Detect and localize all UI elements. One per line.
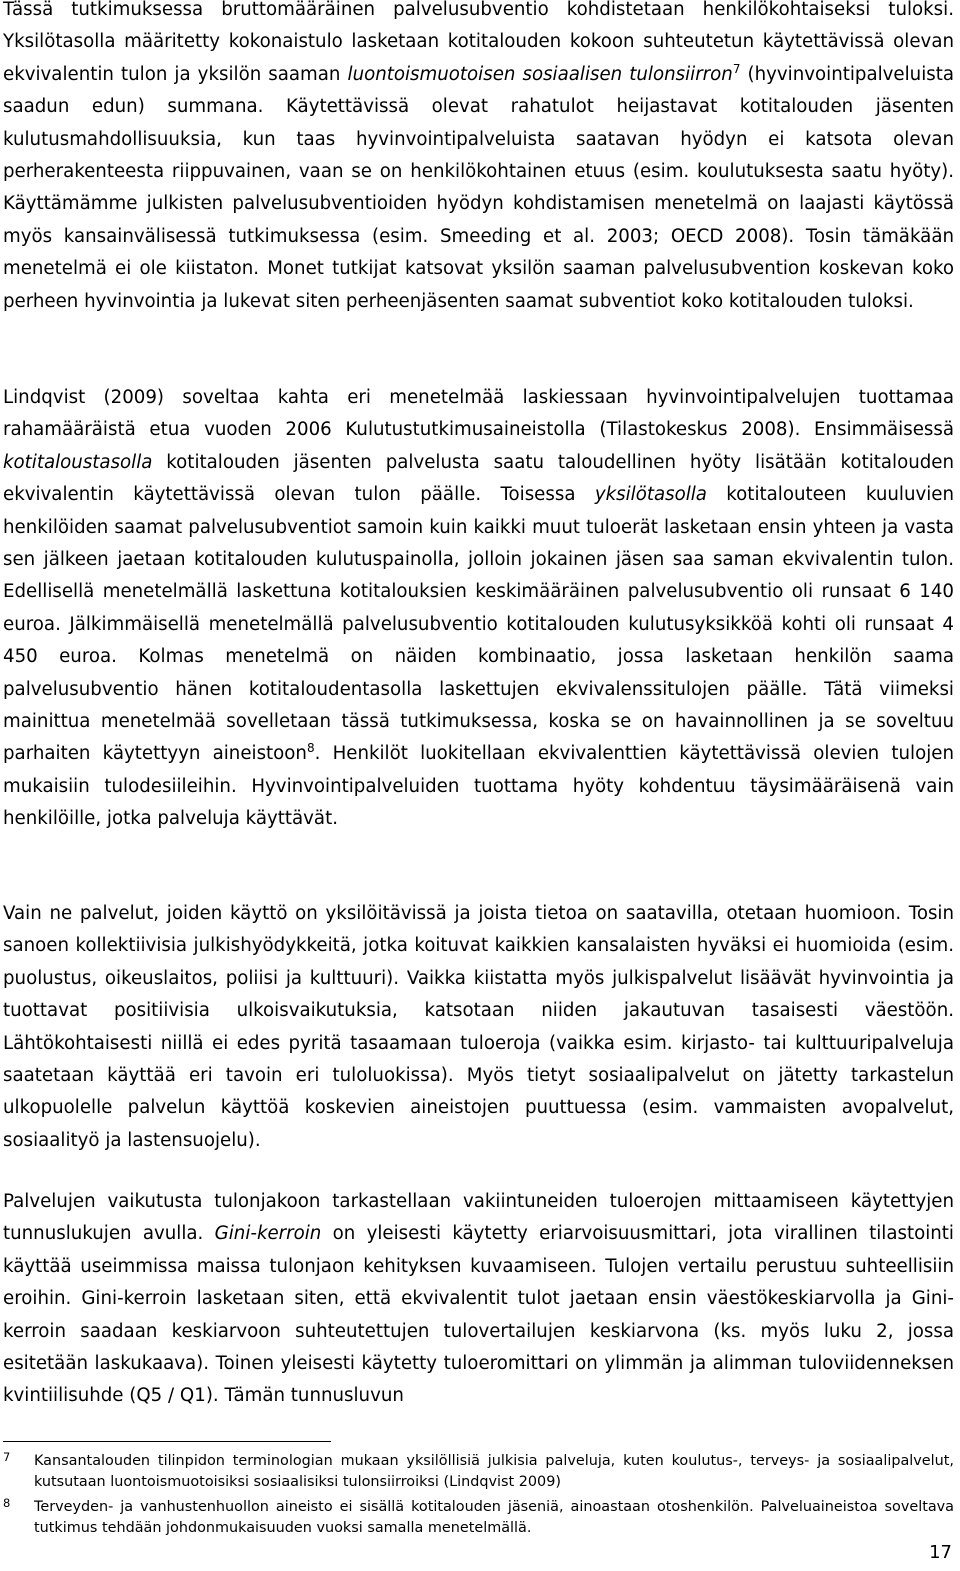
paragraph-2-italic-yksilotasolla: yksilötasolla bbox=[594, 484, 707, 506]
paragraph-2 bbox=[3, 382, 954, 836]
page-number: 17 bbox=[929, 1542, 952, 1563]
paragraph-1 bbox=[3, 0, 954, 318]
paragraph-3 bbox=[3, 898, 954, 1157]
footnote-7-text: Kansantalouden tilinpidon terminologian mukaan yksilöllisiä julkisia palveluja, kuten koulutus-, terveys- ja sosiaalipalvelut, kutsutaan luontoismuotoisiksi sosiaalisiksi tulonsiirroiksi (Lindqvist 2009) bbox=[34, 1453, 954, 1490]
paragraph-2-italic-kotitaloustasolla: kotitaloustasolla bbox=[3, 451, 153, 473]
footnote-ref-8[interactable]: 8 bbox=[306, 741, 315, 756]
paragraph-2-text-d: . Henkilöt luokitellaan ekvivalenttien käytettävissä olevien tulojen mukaisiin tulodesiileihin. Hyvinvointipalveluiden tuottama hyöty kohdentuu täysimääräisenä vain henkilöille, jotka palveluja käyttävät. bbox=[3, 743, 954, 830]
paragraph-1-text-a: Tässä tutkimuksessa bruttomääräinen palvelusubventio kohdistetaan henkilökohtaiseksi tuloksi. Yksilötasolla määritetty kokonaistulo lasketaan kotitalouden kokoon suhteutetun käytettävissä olevan ekvivalentin tulon ja yksilön saaman bbox=[3, 0, 954, 85]
footnote-8-number: 8 bbox=[3, 1496, 11, 1510]
paragraph-4-text-b: on yleisesti käytetty eriarvoisuusmittari, jota virallinen tilastointi käyttää useimmissa maissa tulonjaon kehityksen kuvaamiseen. Tulojen vertailu perustuu suhteellisiin eroihin. Gini-kerroin lasketaan siten, että ekvivalentit tulot jaetaan ensin väestökeskiarvolla ja Gini-kerroin saadaan keskiarvoon suhteutettujen tulovertailujen keskiarvona (ks. myös luku 2, jossa esitetään laskukaava). Toinen yleisesti käytetty tuloeromittari on ylimmän ja alimman tuloviidenneksen kvintiilisuhde (Q5 / Q1). Tämän tunnusluvun bbox=[3, 1223, 954, 1407]
paragraph-4-italic-gini: Gini-kerroin bbox=[214, 1223, 322, 1245]
paragraph-1-text-b: (hyvinvointipalveluista saadun edun) summana. Käytettävissä olevat rahatulot heijastavat kotitalouden jäsenten kulutusmahdollisuuksia, kun taas hyvinvointipalveluista saatavan hyödyn ei katsota olevan perherakenteesta riippuvainen, vaan se on henkilökohtainen etuus (esim. koulutuksesta saatu hyöty). Käyttämämme julkisten palvelusubventioiden hyödyn kohdistamisen menetelmä on laajasti käytössä myös kansainvälisessä tutkimuksessa (esim. Smeeding et al. 2003; OECD 2008). Tosin tämäkään menetelmä ei ole kiistaton. Monet tutkijat katsovat yksilön saaman palvelusubvention koskevan koko perheen hyvinvointia ja lukevat siten perheenjäsenten saamat subventiot koko kotitalouden tuloksi. bbox=[3, 63, 954, 312]
footnote-ref-7[interactable]: 7 bbox=[732, 61, 741, 76]
paragraph-1-italic-term: luontoismuotoisen sosiaalisen tulonsiirron bbox=[347, 63, 733, 85]
footnote-7 bbox=[3, 1451, 954, 1492]
paragraph-2-text-b: kotitalouden jäsenten palvelusta saatu taloudellinen hyöty lisätään kotitalouden ekvivalentin käytettävissä olevan tulon päälle. Toisessa bbox=[3, 451, 954, 506]
paragraph-4-text-a: Palvelujen vaikutusta tulonjakoon tarkastellaan vakiintuneiden tuloerojen mittaamiseen käytettyjen tunnuslukujen avulla. bbox=[3, 1191, 954, 1245]
paragraph-4 bbox=[3, 1186, 954, 1413]
footnote-8 bbox=[3, 1497, 954, 1538]
paragraph-3-text: Vain ne palvelut, joiden käyttö on yksilöitävissä ja joista tietoa on saatavilla, otetaan huomioon. Tosin sanoen kollektiivisia julkishyödykkeitä, jotka koituvat kaikkien kansalaisten hyväksi ei huomioida (esim. puolustus, oikeuslaitos, poliisi ja kulttuuri). Vaikka kiistatta myös julkispalvelut lisäävät hyvinvointia ja tuottavat positiivisia ulkoisvaikutuksia, katsotaan niiden jakautuvan tasaisesti väestöön. Lähtökohtaisesti niillä ei edes pyritä tasaamaan tuloeroja (vaikka esim. kirjasto- tai kulttuuripalveluja saatetaan käyttää eri tavoin eri tuloluokissa). Myös tietyt sosiaalipalvelut on jätetty tarkastelun ulkopuolelle palvelun käyttöä koskevien aineistojen puuttuessa (esim. vammaisten avopalvelut, sosiaalityö ja lastensuojelu). bbox=[3, 903, 954, 1151]
footnote-separator bbox=[3, 1441, 331, 1442]
paragraph-2-text-a: Lindqvist (2009) soveltaa kahta eri menetelmää laskiessaan hyvinvointipalvelujen tuottamaa rahamääräistä etua vuoden 2006 Kulutustutkimusaineistolla (Tilastokeskus 2008). Ensimmäisessä bbox=[3, 387, 954, 441]
footnote-7-number: 7 bbox=[3, 1450, 11, 1464]
footnote-8-text: Terveyden- ja vanhustenhuollon aineisto ei sisällä kotitalouden jäseniä, ainoastaan otoshenkilön. Palveluaineistoa soveltava tutkimus tehdään johdonmukaisuuden vuoksi samalla menetelmällä. bbox=[34, 1499, 954, 1536]
paragraph-2-text-c: kotitalouteen kuuluvien henkilöiden saamat palvelusubventiot samoin kuin kaikki muut tuloerät lasketaan ensin yhteen ja vasta sen jälkeen jaetaan kotitalouden kulutuspainolla, jolloin jokainen jäsen saa saman ekvivalentin tulon. Edellisellä menetelmällä laskettuna kotitalouksien keskimääräinen palvelusubventio oli runsaat 6 140 euroa. Jälkimmäisellä menetelmällä palvelusubventio kotitalouden kulutusyksikköä kohti oli runsaat 4 450 euroa. Kolmas menetelmä on näiden kombinaatio, jossa lasketaan henkilön saama palvelusubventio hänen kotitaloudentasolla laskettujen ekvivalenssitulojen päälle. Tätä viimeksi mainittua menetelmää sovelletaan tässä tutkimuksessa, koska se on havainnollinen ja se soveltuu parhaiten käytettyyn aineistoon bbox=[3, 484, 955, 765]
